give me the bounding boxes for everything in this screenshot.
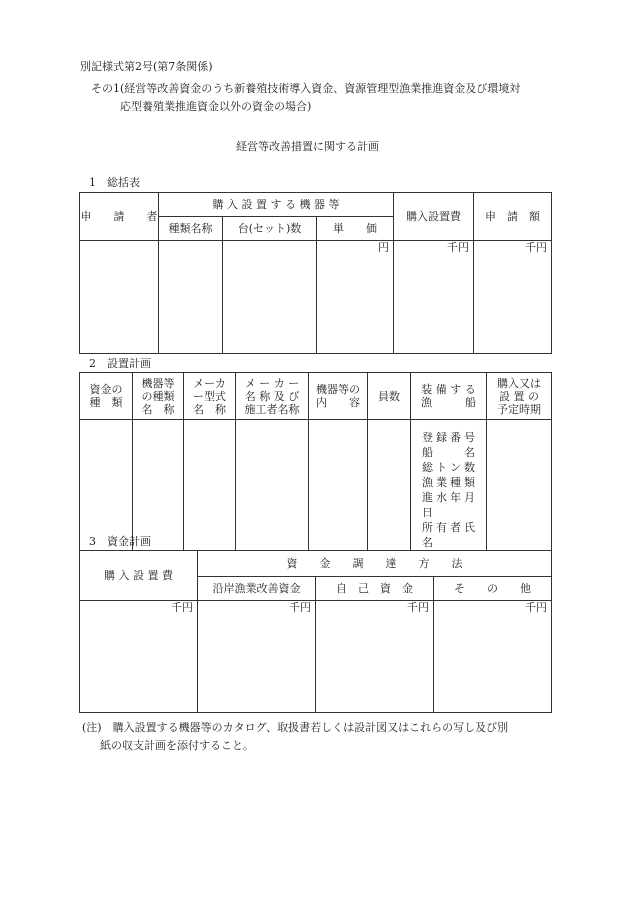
form-reference: 別記様式第2号(第7条関係) — [80, 60, 213, 73]
equipment-type-header: 機器等 の種類 名 称 — [133, 373, 184, 420]
unit-price-header: 単 価 — [317, 217, 394, 241]
coastal-fund-header: 沿岸漁業改善資金 — [198, 577, 316, 601]
equipped-vessel-header: 装 備 す る 漁 船 — [411, 373, 487, 420]
applicant-header: 申 請 者 — [80, 193, 159, 241]
applied-amount-header: 申 請 額 — [474, 193, 552, 241]
applicant-cell[interactable] — [80, 241, 159, 354]
form-subtitle-line1: その1(経営等改善資金のうち新養殖技術導入資金、資源管理型漁業推進資金及び環境対 — [91, 82, 521, 95]
summary-table — [79, 192, 552, 354]
purchase-cost-cell[interactable]: 千円 — [394, 241, 474, 354]
section3-heading: 3 資金計画 — [89, 535, 151, 548]
installation-plan-table — [79, 372, 552, 551]
equipment-contents-cell[interactable] — [309, 420, 368, 551]
equipment-type-cell[interactable] — [133, 420, 184, 551]
vessel-name-label: 船名 — [422, 446, 475, 459]
applied-amount-cell[interactable]: 千円 — [474, 241, 552, 354]
maker-installer-header: メ ー カ ー 名 称 及 び 施工者名称 — [236, 373, 309, 420]
launch-date-label: 進水年月日 — [422, 491, 475, 519]
maker-installer-cell[interactable] — [236, 420, 309, 551]
funding-plan-table — [79, 550, 552, 713]
type-name-cell[interactable] — [159, 241, 223, 354]
note-line2: 紙の収支計画を添付すること。 — [100, 739, 254, 752]
own-fund-header: 自 己 資 金 — [316, 577, 434, 601]
quantity-cell[interactable] — [223, 241, 317, 354]
schedule-header: 購入又は 設 置 の 予定時期 — [487, 373, 552, 420]
form-subtitle-line2: 応型養殖業推進資金以外の資金の場合) — [120, 100, 312, 113]
coastal-fund-cell[interactable]: 千円 — [198, 601, 316, 713]
equipped-vessel-cell[interactable] — [411, 420, 487, 551]
document-title: 経営等改善措置に関する計画 — [236, 140, 379, 153]
funding-method-header: 資 金 調 達 方 法 — [198, 551, 552, 577]
own-fund-cell[interactable]: 千円 — [316, 601, 434, 713]
other-fund-cell[interactable]: 千円 — [434, 601, 552, 713]
gross-tonnage-label: 総トン数 — [422, 461, 475, 474]
owner-name-label: 所有者氏名 — [422, 521, 475, 549]
equipment-group-header: 購 入 設 置 す る 機 器 等 — [159, 193, 394, 217]
type-name-header: 種類名称 — [159, 217, 223, 241]
registration-number-label: 登録番号 — [422, 431, 475, 444]
purchase-cost-header: 購 入 設 置 費 — [80, 551, 198, 601]
unit-price-cell[interactable]: 円 — [317, 241, 394, 354]
fund-type-header: 資金の 種 類 — [80, 373, 133, 420]
other-fund-header: そ の 他 — [434, 577, 552, 601]
maker-model-cell[interactable] — [184, 420, 236, 551]
section1-heading: 1 総括表 — [89, 176, 140, 189]
equipment-contents-header: 機器等の 内 容 — [309, 373, 368, 420]
quantity-header: 台(セット)数 — [223, 217, 317, 241]
fund-type-cell[interactable] — [80, 420, 133, 551]
maker-model-header: メーカ ー型式 名 称 — [184, 373, 236, 420]
staff-count-cell[interactable] — [368, 420, 411, 551]
schedule-cell[interactable] — [487, 420, 552, 551]
purchase-cost-header: 購入設置費 — [394, 193, 474, 241]
section2-heading: 2 設置計画 — [89, 357, 151, 370]
purchase-cost-cell[interactable]: 千円 — [80, 601, 198, 713]
note-line1: (注) 購入設置する機器等のカタログ、取扱書若しくは設計図又はこれらの写し及び別 — [82, 721, 509, 734]
staff-count-header: 員数 — [368, 373, 411, 420]
fishery-type-label: 漁業種類 — [422, 476, 475, 489]
